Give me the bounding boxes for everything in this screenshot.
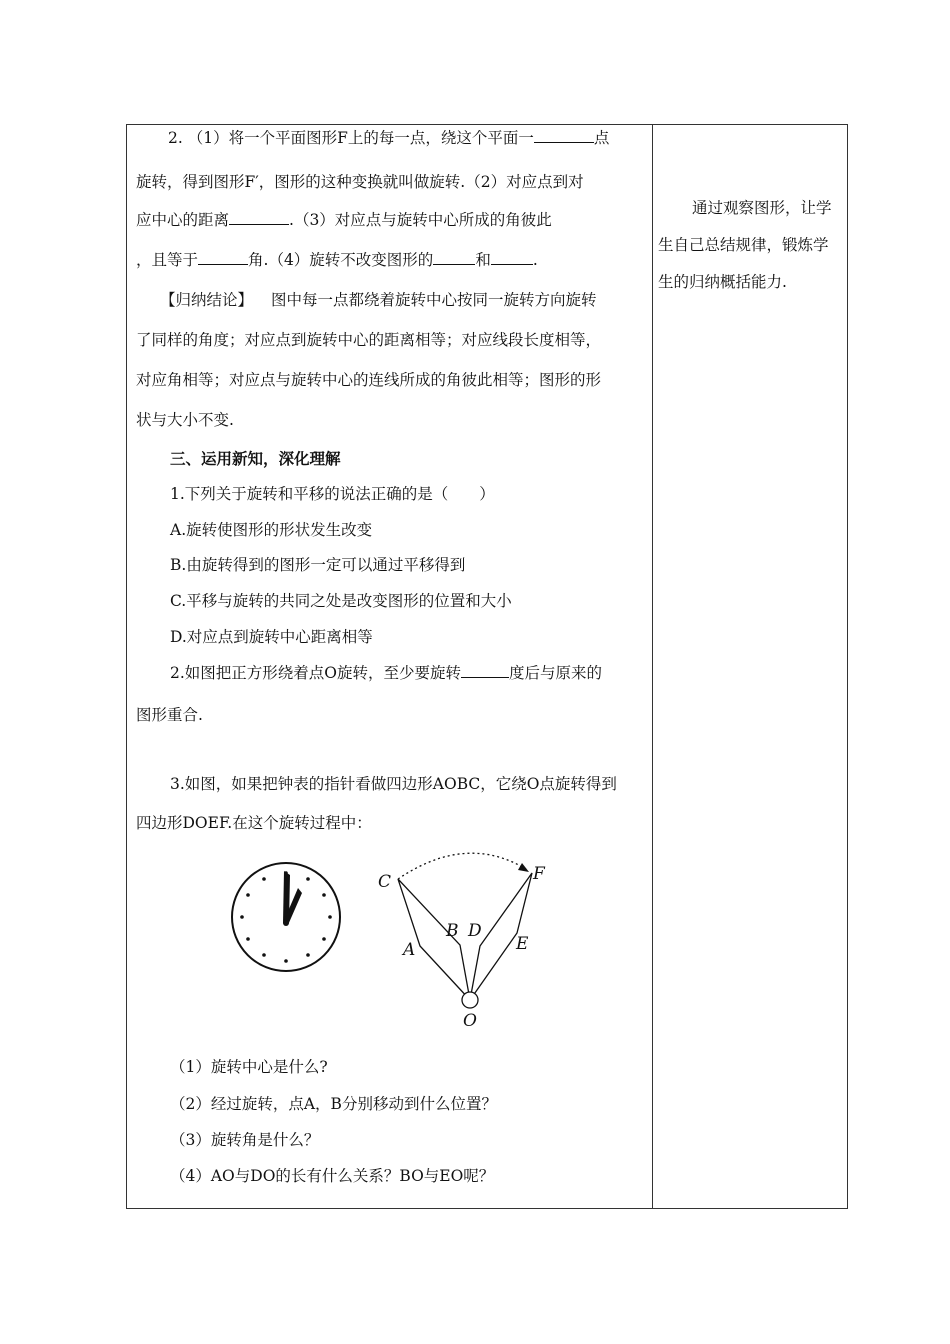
blank-distance[interactable] <box>229 210 289 225</box>
rotation-figure <box>220 845 560 1030</box>
blank-rotation-degrees[interactable] <box>461 663 509 678</box>
conclusion-line4: 状与大小不变. <box>136 411 234 429</box>
teaching-note <box>658 190 840 301</box>
question-2-line1 <box>170 663 602 683</box>
section2-line3 <box>136 210 552 230</box>
section2-line2: 旋转，得到图形F′，图形的这种变换就叫做旋转.（2）对应点到对 <box>136 173 584 191</box>
section2-text: .（3）对应点与旋转中心所成的角彼此 <box>289 211 552 229</box>
section2-text: 和 <box>475 251 491 269</box>
section2-text: 应中心的距离 <box>136 211 230 229</box>
label-b: B <box>446 921 459 941</box>
conclusion-label: 【归纳结论】 <box>160 291 254 309</box>
sub-question-1: （1）旋转中心是什么? <box>170 1058 328 1076</box>
label-f: F <box>533 864 545 884</box>
question-3-line1: 3.如图，如果把钟表的指针看做四边形AOBC，它绕O点旋转得到 <box>170 775 617 793</box>
question-2-text: 度后与原来的 <box>509 664 603 682</box>
section2-line1 <box>168 128 609 148</box>
quadrilateral-figure <box>398 853 532 1008</box>
blank-rotation-point[interactable] <box>534 128 594 143</box>
label-c: C <box>378 872 392 892</box>
blank-shape[interactable] <box>433 250 475 265</box>
section2-text: 2. （1）将一个平面图形F上的每一点，绕这个平面一 <box>168 129 534 147</box>
teaching-note-text: 通过观察图形，让学生自己总结规律，锻炼学生的归纳概括能力. <box>658 199 832 291</box>
label-d: D <box>468 921 482 941</box>
section2-text: 点 <box>593 129 610 147</box>
question-2-text: 2.如图把正方形绕着点O旋转，至少要旋转 <box>170 664 461 682</box>
question-1: 1.下列关于旋转和平移的说法正确的是（ ） <box>170 485 495 503</box>
conclusion-line3: 对应角相等；对应点与旋转中心的连线所成的角彼此相等；图形的形 <box>136 371 602 389</box>
question-3-line2: 四边形DOEF.在这个旋转过程中： <box>136 814 372 832</box>
option-c[interactable]: C.平移与旋转的共同之处是改变图形的位置和大小 <box>170 592 512 610</box>
arc-arrowhead <box>518 863 529 872</box>
clock-center <box>283 920 289 926</box>
rotation-arc <box>398 853 526 879</box>
question-2-line2: 图形重合. <box>136 706 203 724</box>
option-d[interactable]: D.对应点到旋转中心距离相等 <box>170 628 373 646</box>
conclusion-line1 <box>160 290 597 310</box>
label-e: E <box>516 934 529 954</box>
column-divider <box>652 125 653 1208</box>
conclusion-text: 图中每一点都绕着旋转中心按同一旋转方向旋转 <box>271 291 597 309</box>
sub-question-4: （4）AO与DO的长有什么关系？BO与EO呢？ <box>170 1167 495 1185</box>
blank-angle[interactable] <box>198 250 248 265</box>
blank-size[interactable] <box>491 250 533 265</box>
point-o-circle <box>462 992 478 1008</box>
section2-text: ，且等于 <box>136 251 199 269</box>
clock-figure <box>232 863 340 971</box>
part3-heading: 三、运用新知，深化理解 <box>170 449 341 468</box>
section2-line4 <box>136 250 538 270</box>
sub-question-2: （2）经过旋转，点A，B分别移动到什么位置？ <box>170 1095 497 1113</box>
label-a: A <box>403 940 416 960</box>
section2-text: . <box>532 251 538 269</box>
conclusion-line2: 了同样的角度；对应点到旋转中心的距离相等；对应线段长度相等， <box>136 331 602 349</box>
option-a[interactable]: A.旋转使图形的形状发生改变 <box>170 521 373 539</box>
option-b[interactable]: B.由旋转得到的图形一定可以通过平移得到 <box>170 556 466 574</box>
sub-question-3: （3）旋转角是什么？ <box>170 1131 320 1149</box>
section2-text: 角.（4）旋转不改变图形的 <box>248 251 434 269</box>
label-o: O <box>463 1011 477 1030</box>
